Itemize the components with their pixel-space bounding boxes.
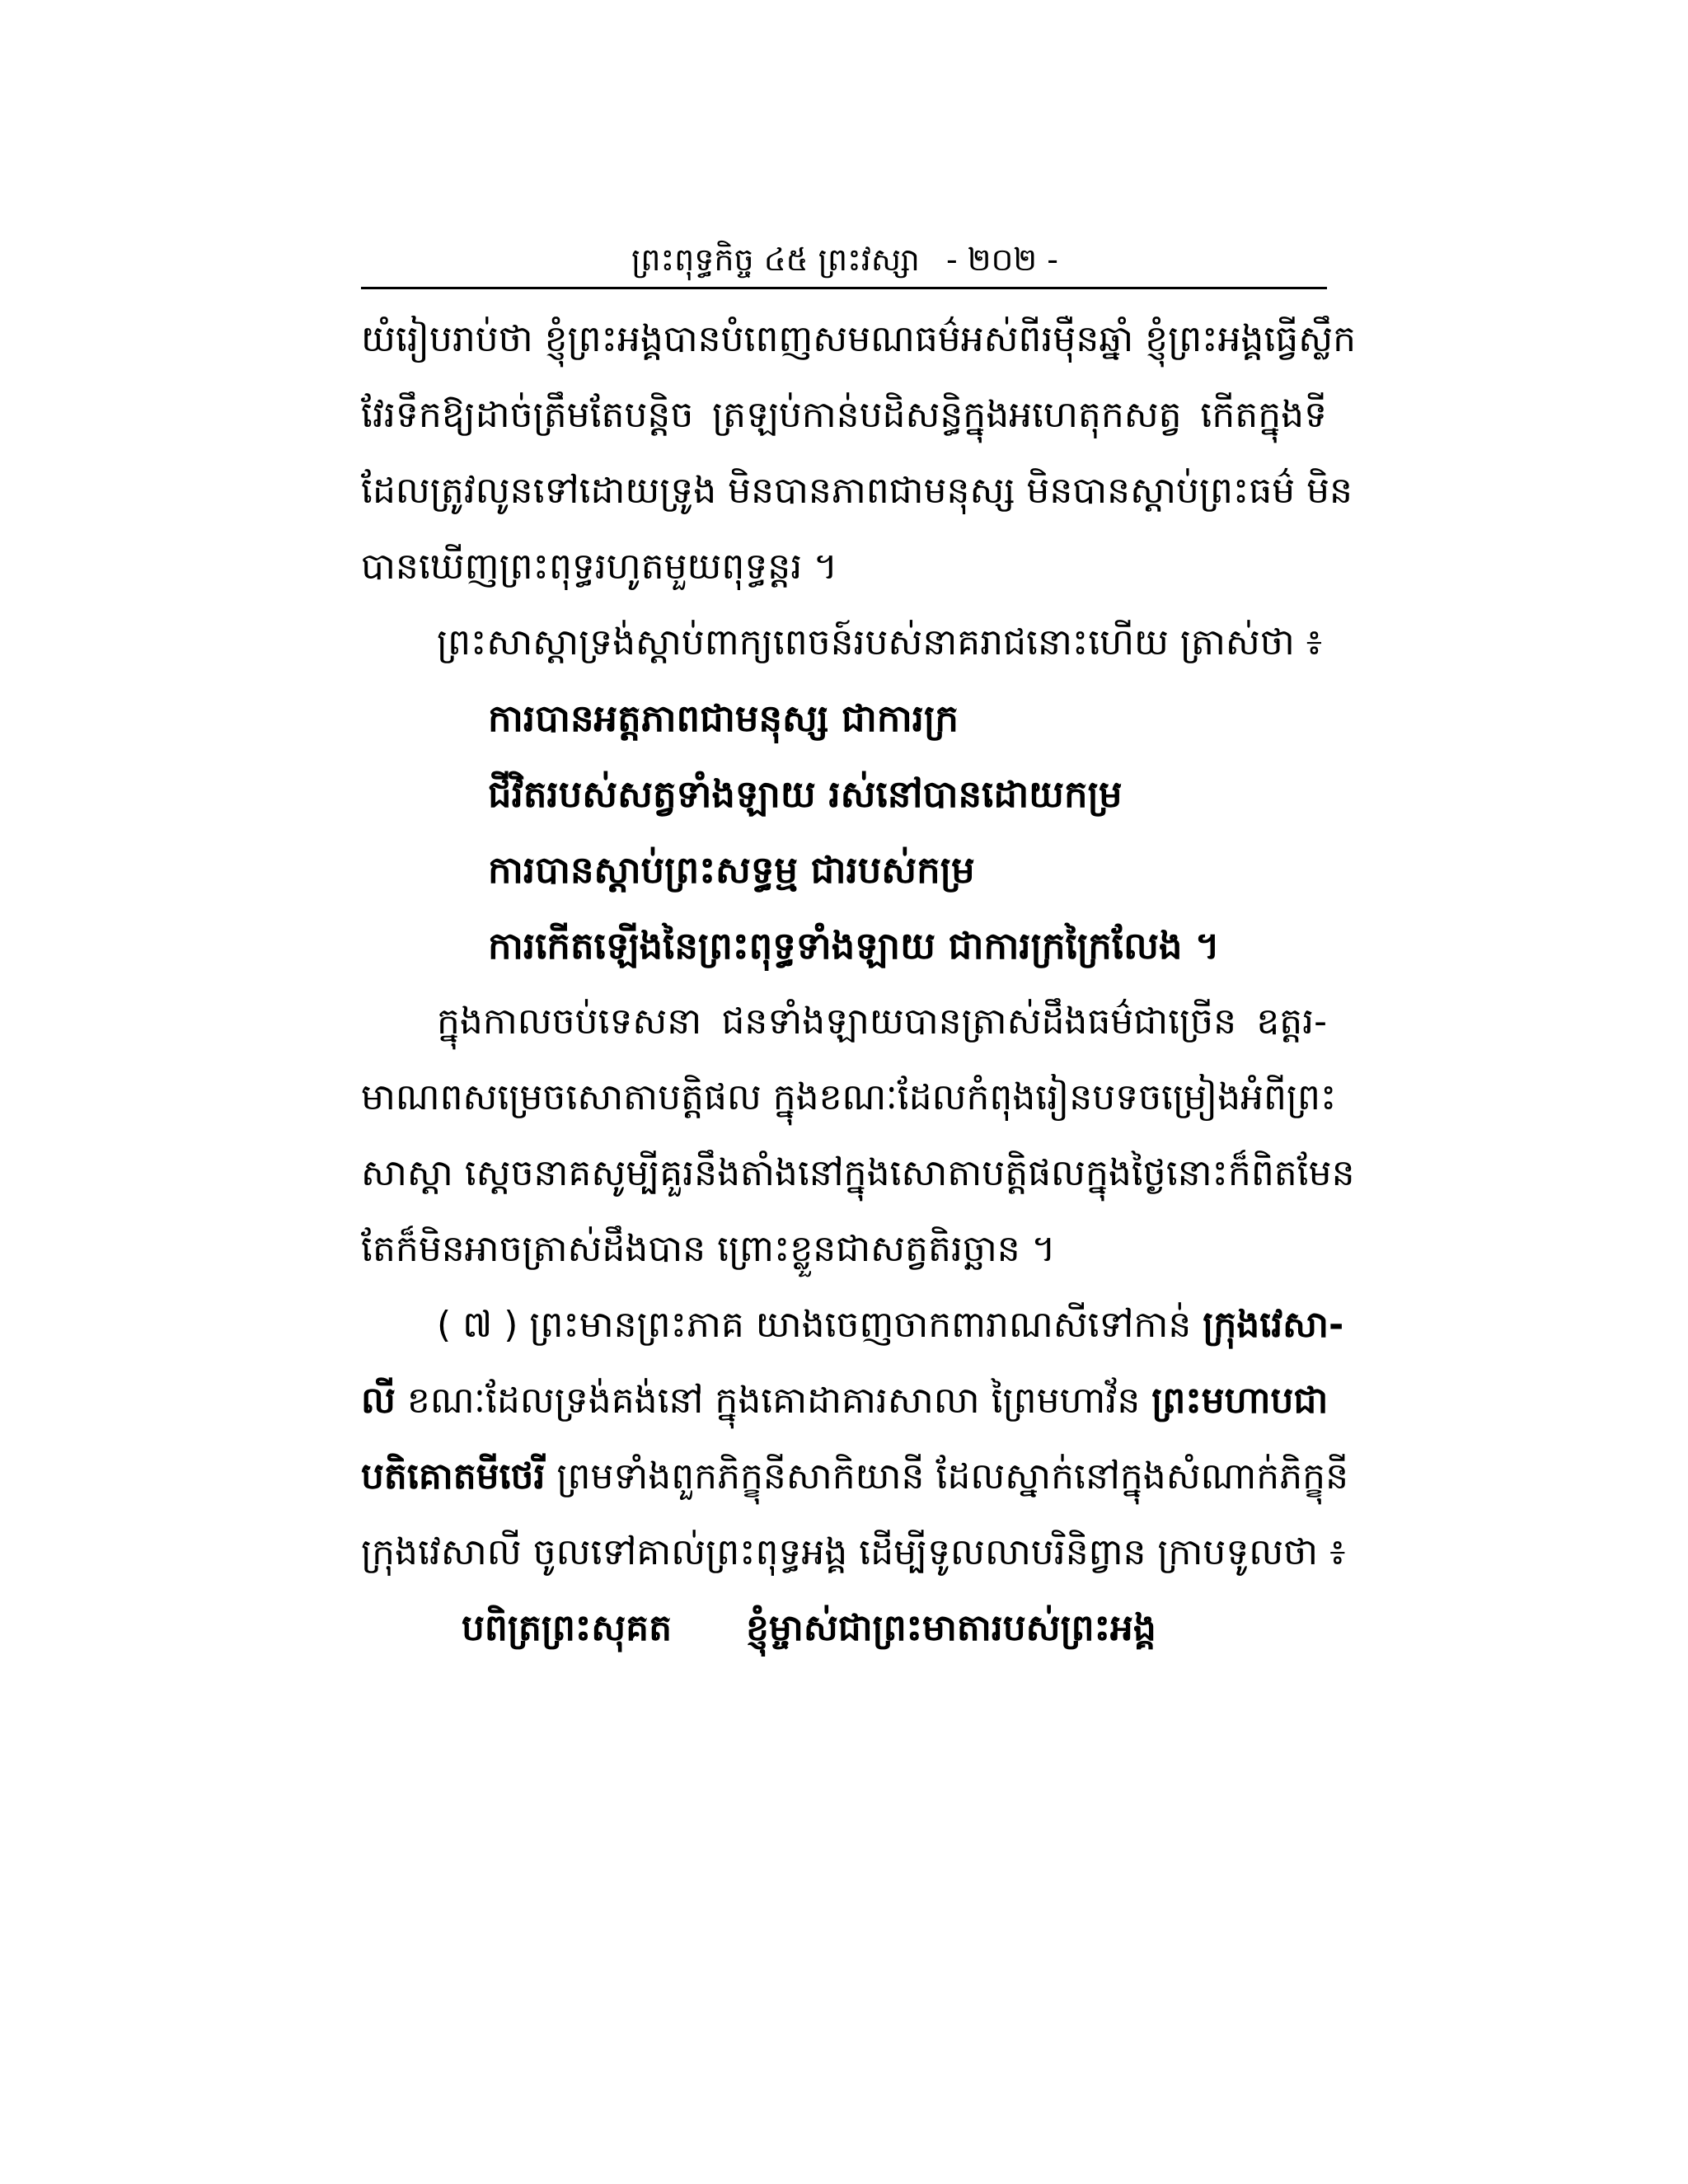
- verse-line-3: ការបានស្តាប់ព្រះសទ្ធម្ម ជារបស់កម្រ: [488, 848, 975, 892]
- verse-line-2: ជីវិតរបស់សត្វទាំងឡាយ រស់នៅបានដោយកម្រ: [488, 772, 1123, 816]
- p5-right: ខ្ញុំម្ចាស់ជាព្រះមាតារបស់ព្រះអង្គ: [746, 1607, 1156, 1649]
- p4-l1-text: ( ៧ ) ព្រះមានព្រះភាគ យាងចេញចាកពារាណសីទៅកាន់: [437, 1304, 1203, 1346]
- running-header: [363, 231, 1327, 288]
- header-rule: [361, 287, 1327, 289]
- page-number: - ២០២ -: [945, 241, 1058, 278]
- p3-line-4: តែក៏មិនអាចត្រាស់ដឹងបាន ព្រោះខ្លួនជាសត្វតិរច្ឆាន ។: [361, 1228, 1056, 1270]
- verse-line-4: ការកើតឡើងនៃព្រះពុទ្ធទាំងឡាយ ជាការក្រក្រៃលែង ។: [488, 924, 1220, 968]
- place-name-vesali-end: លី: [361, 1380, 396, 1422]
- place-name-vesali: ក្រុងវេសា-: [1203, 1304, 1344, 1346]
- p3-line-3: សាស្តា ស្តេចនាគសូម្បីគួរនឹងតាំងនៅក្នុងសោតាបត្តិផលក្នុងថ្ងៃនោះក៏ពិតមែន: [361, 1152, 1355, 1194]
- p3-line-1: ក្នុងកាលចប់ទេសនា ជនទាំងឡាយបានត្រាស់ដឹងធម៌ជាច្រើន ឧត្តរ-: [437, 1001, 1327, 1043]
- p1-line-3: ដែលត្រូវលូនទៅដោយទ្រូង មិនបានភាពជាមនុស្ស មិនបានស្តាប់ព្រះធម៌ មិន: [361, 470, 1353, 512]
- p4-line-3: [361, 1452, 1349, 1502]
- p1-line-2: វែរទឹកឱ្យដាច់ត្រឹមតែបន្តិច ត្រឡប់កាន់បដិសន្ធិក្នុងអហេតុកសត្វ កើតក្នុងទី: [361, 394, 1327, 436]
- p4-line-4: ក្រុងវេសាលី ចូលទៅគាល់ព្រះពុទ្ធអង្គ ដើម្បីទូលលាបរិនិព្វាន ក្រាបទូលថា ៖: [361, 1531, 1346, 1573]
- p4-line-1: [437, 1301, 1344, 1350]
- book-title: ព្រះពុទ្ធកិច្ច ៤៥ ព្រះវស្សា: [631, 241, 920, 278]
- p3-line-2: មាណពសម្រេចសោតាបត្តិផល ក្នុងខណៈដែលកំពុងរៀនបទចម្រៀងអំពីព្រះ: [361, 1076, 1337, 1118]
- p1-line-4: បានឃើញព្រះពុទ្ធរហូតមួយពុទ្ធន្តរ ។: [361, 546, 838, 588]
- p4-l2-text: ខណៈដែលទ្រង់គង់នៅ ក្នុងគោដាគារសាលា ព្រៃមហាវ័ន: [395, 1380, 1152, 1422]
- p2-line: ព្រះសាស្តាទ្រង់ស្តាប់ពាក្យពេចន៍របស់នាគរាជនោះហើយ ត្រាស់ថា ៖: [437, 621, 1323, 663]
- p4-line-2: [361, 1376, 1327, 1426]
- p4-l3-text: ព្រមទាំងពួកភិក្ខុនីសាកិយានី ដែលស្នាក់នៅក្នុងសំណាក់ភិក្ខុនី: [545, 1455, 1349, 1497]
- verse-line-1: ការបានអត្តភាពជាមនុស្ស ជាការក្រ: [488, 696, 959, 740]
- person-name-gotami: បតិគោតមីថេរី: [361, 1455, 546, 1497]
- p1-line-1: យំរៀបរាប់ថា ខ្ញុំព្រះអង្គបានបំពេញសមណធម៌អស់ពីរម៉ឺនឆ្នាំ ខ្ញុំព្រះអង្គធ្វើស្លឹក: [361, 318, 1357, 360]
- person-name-pajapati: ព្រះមហាបជា: [1151, 1380, 1329, 1422]
- p5-left: បពិត្រព្រះសុគត: [462, 1607, 673, 1649]
